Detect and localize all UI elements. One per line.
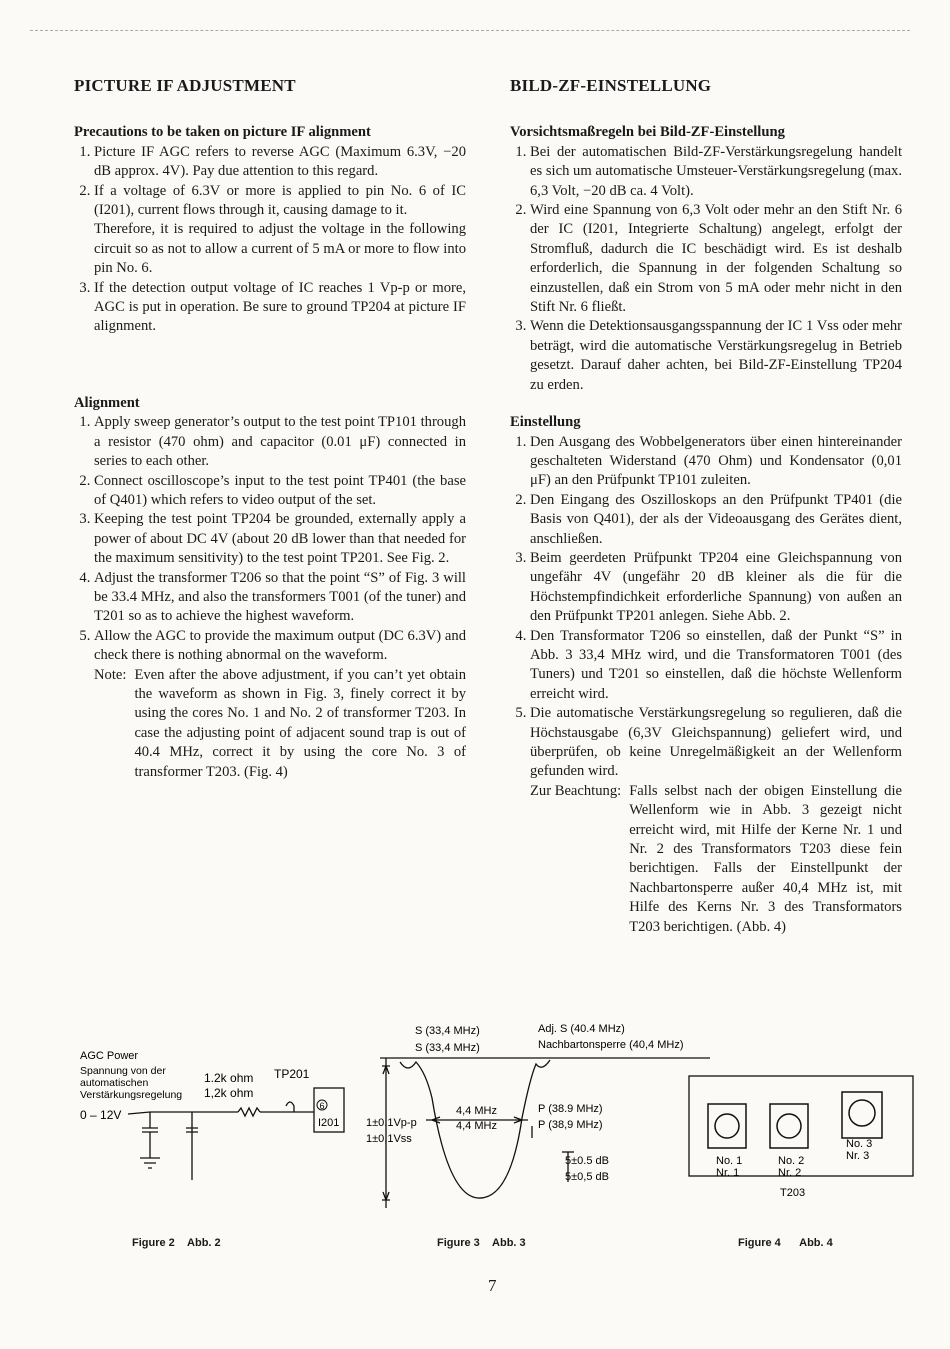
english-column <box>74 76 466 782</box>
circuit-wiring <box>128 1102 314 1180</box>
p-point-label-en: P (38.9 MHz) <box>538 1103 603 1115</box>
figure-3-caption <box>437 1237 526 1249</box>
einstellung-step: 4. Den Transformator T206 so einstellen, daß der Punkt “S” in Abb. 3 33,4 MHz wird, und die Transformatoren T001 (des Tuners) und T201 so einstellen, daß die höchste Wellenform erreicht wird. <box>530 627 902 705</box>
alignment-step: 4. Adjust the transformer T206 so that the point “S” of Fig. 3 will be 33.4 MHz, and also the transformers T001 (of the tuner) and T201 so as to achieve the highest waveform. <box>94 569 466 627</box>
german-title: BILD-ZF-EINSTELLUNG <box>510 76 712 95</box>
precautions-heading: Precautions to be taken on picture IF alignment <box>74 124 371 141</box>
figure-4-transformer <box>688 1072 922 1202</box>
german-column <box>510 76 902 937</box>
agc-de-label-1: Spannung von der <box>80 1065 166 1077</box>
figure-4-caption-en: Figure 4 <box>738 1237 781 1249</box>
db-label-en: 5±0.5 dB <box>565 1155 609 1167</box>
einstellung-step: 5. Die automatische Verstärkungsregelung so regulieren, daß die Höchstausgabe (6,3V Gleichspannung) geliefert wird, und überprüfen, ob keine Unregelmäßigkeit an der Wellenform gefunden wird. <box>530 704 902 782</box>
einstellung-step: 3. Beim geerdeten Prüfpunkt TP204 eine Gleichspannung von ungefähr 4V (ungefähr 20 dB kleiner als die für die Höchstempfindichkeit erforderliche Spannung) von außen an den Prüfpunkt TP201 anlegen. Siehe Abb. 2. <box>530 549 902 627</box>
adj-s-label-de: Nachbartonsperre (40,4 MHz) <box>538 1039 684 1051</box>
core-3-label-en: No. 3 <box>846 1138 873 1150</box>
vorsicht-item: 1. Bei der automatischen Bild-ZF-Verstärkungsregelung handelt es sich um automatische Umsteuer-Verstärkungsregelung (max. 6,3 Volt, −20 dB ca. 4 Volt). <box>530 143 902 201</box>
s-point-label-en: S (33,4 MHz) <box>415 1025 480 1037</box>
vorsicht-item: 2. Wird eine Spannung von 6,3 Volt oder mehr an den Stift Nr. 6 der IC (I201, Integrierte Schaltung) angelegt, erfolgt der Stromfluß, dadurch die IC beschädigt wird. Es ist deshalb erforderlich, die Spannung in der folgenden Schaltung so einzustellen, daß ein Strom von 5 mA oder mehr nicht in den Stift Nr. 6 fließt. <box>530 201 902 317</box>
figure-3-caption-de: Abb. 3 <box>492 1237 526 1249</box>
core-1-label-en: No. 1 <box>716 1155 743 1167</box>
bandwidth-label-en: 4,4 MHz <box>456 1105 497 1117</box>
voltage-range-label: 0 – 12V <box>80 1108 122 1122</box>
db-label-de: 5±0,5 dB <box>565 1171 609 1183</box>
agc-power-label: AGC Power <box>80 1050 139 1062</box>
page-number: 7 <box>488 1276 497 1295</box>
adj-s-label-en: Adj. S (40.4 MHz) <box>538 1023 625 1035</box>
core-1-label-de: Nr. 1 <box>716 1167 740 1179</box>
core-2-label-en: No. 2 <box>778 1155 805 1167</box>
figure-4-caption-de: Abb. 4 <box>799 1237 833 1249</box>
beachtung-label: Zur Beachtung: <box>530 782 622 799</box>
english-title: PICTURE IF ADJUSTMENT <box>74 76 296 95</box>
vss-label: 1±0,1Vss <box>366 1133 412 1145</box>
alignment-step: 2. Connect oscilloscope’s input to the test point TP401 (the base of Q401) which refers to video output of the set. <box>94 472 466 511</box>
p-point-label-de: P (38,9 MHz) <box>538 1119 603 1131</box>
figure-2-circuit <box>70 1040 360 1190</box>
beachtung-text: Falls selbst nach der obigen Einstellung die Wellenform wie in Abb. 3 gezeigt nicht erreicht wird, mit Hilfe der Kerne Nr. 1 und Nr. 2 des Transformators T203 diese fein berichtigen. Falls der Einstellpunkt der Nachbartonsperre außer 40,4 MHz ist, mit Hilfe des Kerns Nr. 3 des Transformators T203 berichtigen. (Abb. 4) <box>629 782 902 935</box>
einstellung-heading: Einstellung <box>510 414 581 431</box>
precautions-list-cont <box>74 279 466 337</box>
core-2-label-de: Nr. 2 <box>778 1167 802 1179</box>
einstellung-list <box>510 433 902 782</box>
einstellung-step: 2. Den Eingang des Oszilloskops an den Prüfpunkt TP401 (die Basis von Q401), der als der Videoausgang des Gerätes dient, anschließen. <box>530 491 902 549</box>
note-text: Even after the above adjustment, if you can’t yet obtain the waveform as shown in Fig. 3, finely correct it by using the cores No. 1 and No. 2 of transformer T203. In case the adjusting point of adjacent sound trap is out of 40.4 MHz, correct it by using the core No. 3 of transformer T203. (Fig. 4) <box>134 666 466 780</box>
figure-3-caption-en: Figure 3 <box>437 1237 480 1249</box>
figure-2-caption <box>132 1237 221 1249</box>
alignment-note <box>94 666 466 782</box>
agc-de-label-2: automatischen <box>80 1077 149 1089</box>
top-border-line <box>30 30 910 31</box>
alignment-heading: Alignment <box>74 394 140 411</box>
einstellung-step: 1. Den Ausgang des Wobbelgenerators über einen hintereinander geschalteten Widerstand (470 Ohm) und Kondensator (0,01 μF) an den Prüfpunkt TP101 zuleiten. <box>530 433 902 491</box>
resistor-label-en: 1.2k ohm <box>204 1071 254 1085</box>
precautions-list <box>74 143 466 221</box>
precaution-continuation: Therefore, it is required to adjust the voltage in the following circuit so as not to allow a current of 5 mA or more to flow into pin No. 6. <box>94 221 466 277</box>
precaution-item: 2. If a voltage of 6.3V or more is applied to pin No. 6 of IC (I201), current flows through it, causing damage to it. <box>94 182 466 221</box>
pin-number: 6 <box>319 1101 325 1111</box>
alignment-step: 1. Apply sweep generator’s output to the test point TP101 through a resistor (470 ohm) and capacitor (0.01 μF) connected in series to each other. <box>94 413 466 471</box>
figure-4-caption <box>738 1237 833 1249</box>
alignment-list <box>74 413 466 665</box>
tp201-label: TP201 <box>274 1067 310 1081</box>
beachtung-note <box>530 782 902 937</box>
core-3-label-de: Nr. 3 <box>846 1150 870 1162</box>
vorsicht-list <box>510 143 902 395</box>
agc-de-label-3: Verstärkungsregelung <box>80 1089 183 1101</box>
figure-3-waveform <box>360 1018 720 1218</box>
vpp-label: 1±0.1Vp-p <box>366 1117 417 1129</box>
figure-2-caption-en: Figure 2 <box>132 1237 175 1249</box>
resistor-label-de: 1,2k ohm <box>204 1086 254 1100</box>
alignment-step: 5. Allow the AGC to provide the maximum output (DC 6.3V) and check there is nothing abnormal on the waveform. <box>94 627 466 666</box>
ic-label: I201 <box>318 1117 340 1129</box>
precaution-item: 1. Picture IF AGC refers to reverse AGC (Maximum 6.3V, −20 dB approx. 4V). Pay due attention to this regard. <box>94 143 466 182</box>
precaution-item: 3. If the detection output voltage of IC reaches 1 Vp-p or more, AGC is put in operation. Be sure to ground TP204 at picture IF alignment. <box>94 279 466 337</box>
figure-2-caption-de: Abb. 2 <box>187 1237 221 1249</box>
transformer-label: T203 <box>780 1187 806 1199</box>
vorsicht-heading: Vorsichtsmaßregeln bei Bild-ZF-Einstellung <box>510 124 785 141</box>
note-label: Note: <box>94 666 127 683</box>
vorsicht-item: 3. Wenn die Detektionsausgangsspannung der IC 1 Vss oder mehr beträgt, wird die automatische Verstärkungsregelug in Betrieb gesetzt. Darauf daher achten, bei Bild-ZF-Einstellung TP204 zu erden. <box>530 317 902 395</box>
s-point-label-de: S (33,4 MHz) <box>415 1042 480 1054</box>
bandwidth-label-de: 4,4 MHz <box>456 1120 497 1132</box>
waveform-drawing <box>380 1058 710 1208</box>
alignment-step: 3. Keeping the test point TP204 be grounded, externally apply a power of about DC 4V (about 20 dB lower than that needed for the maximum sensitivity) to the test point TP201. See Fig. 2. <box>94 510 466 568</box>
